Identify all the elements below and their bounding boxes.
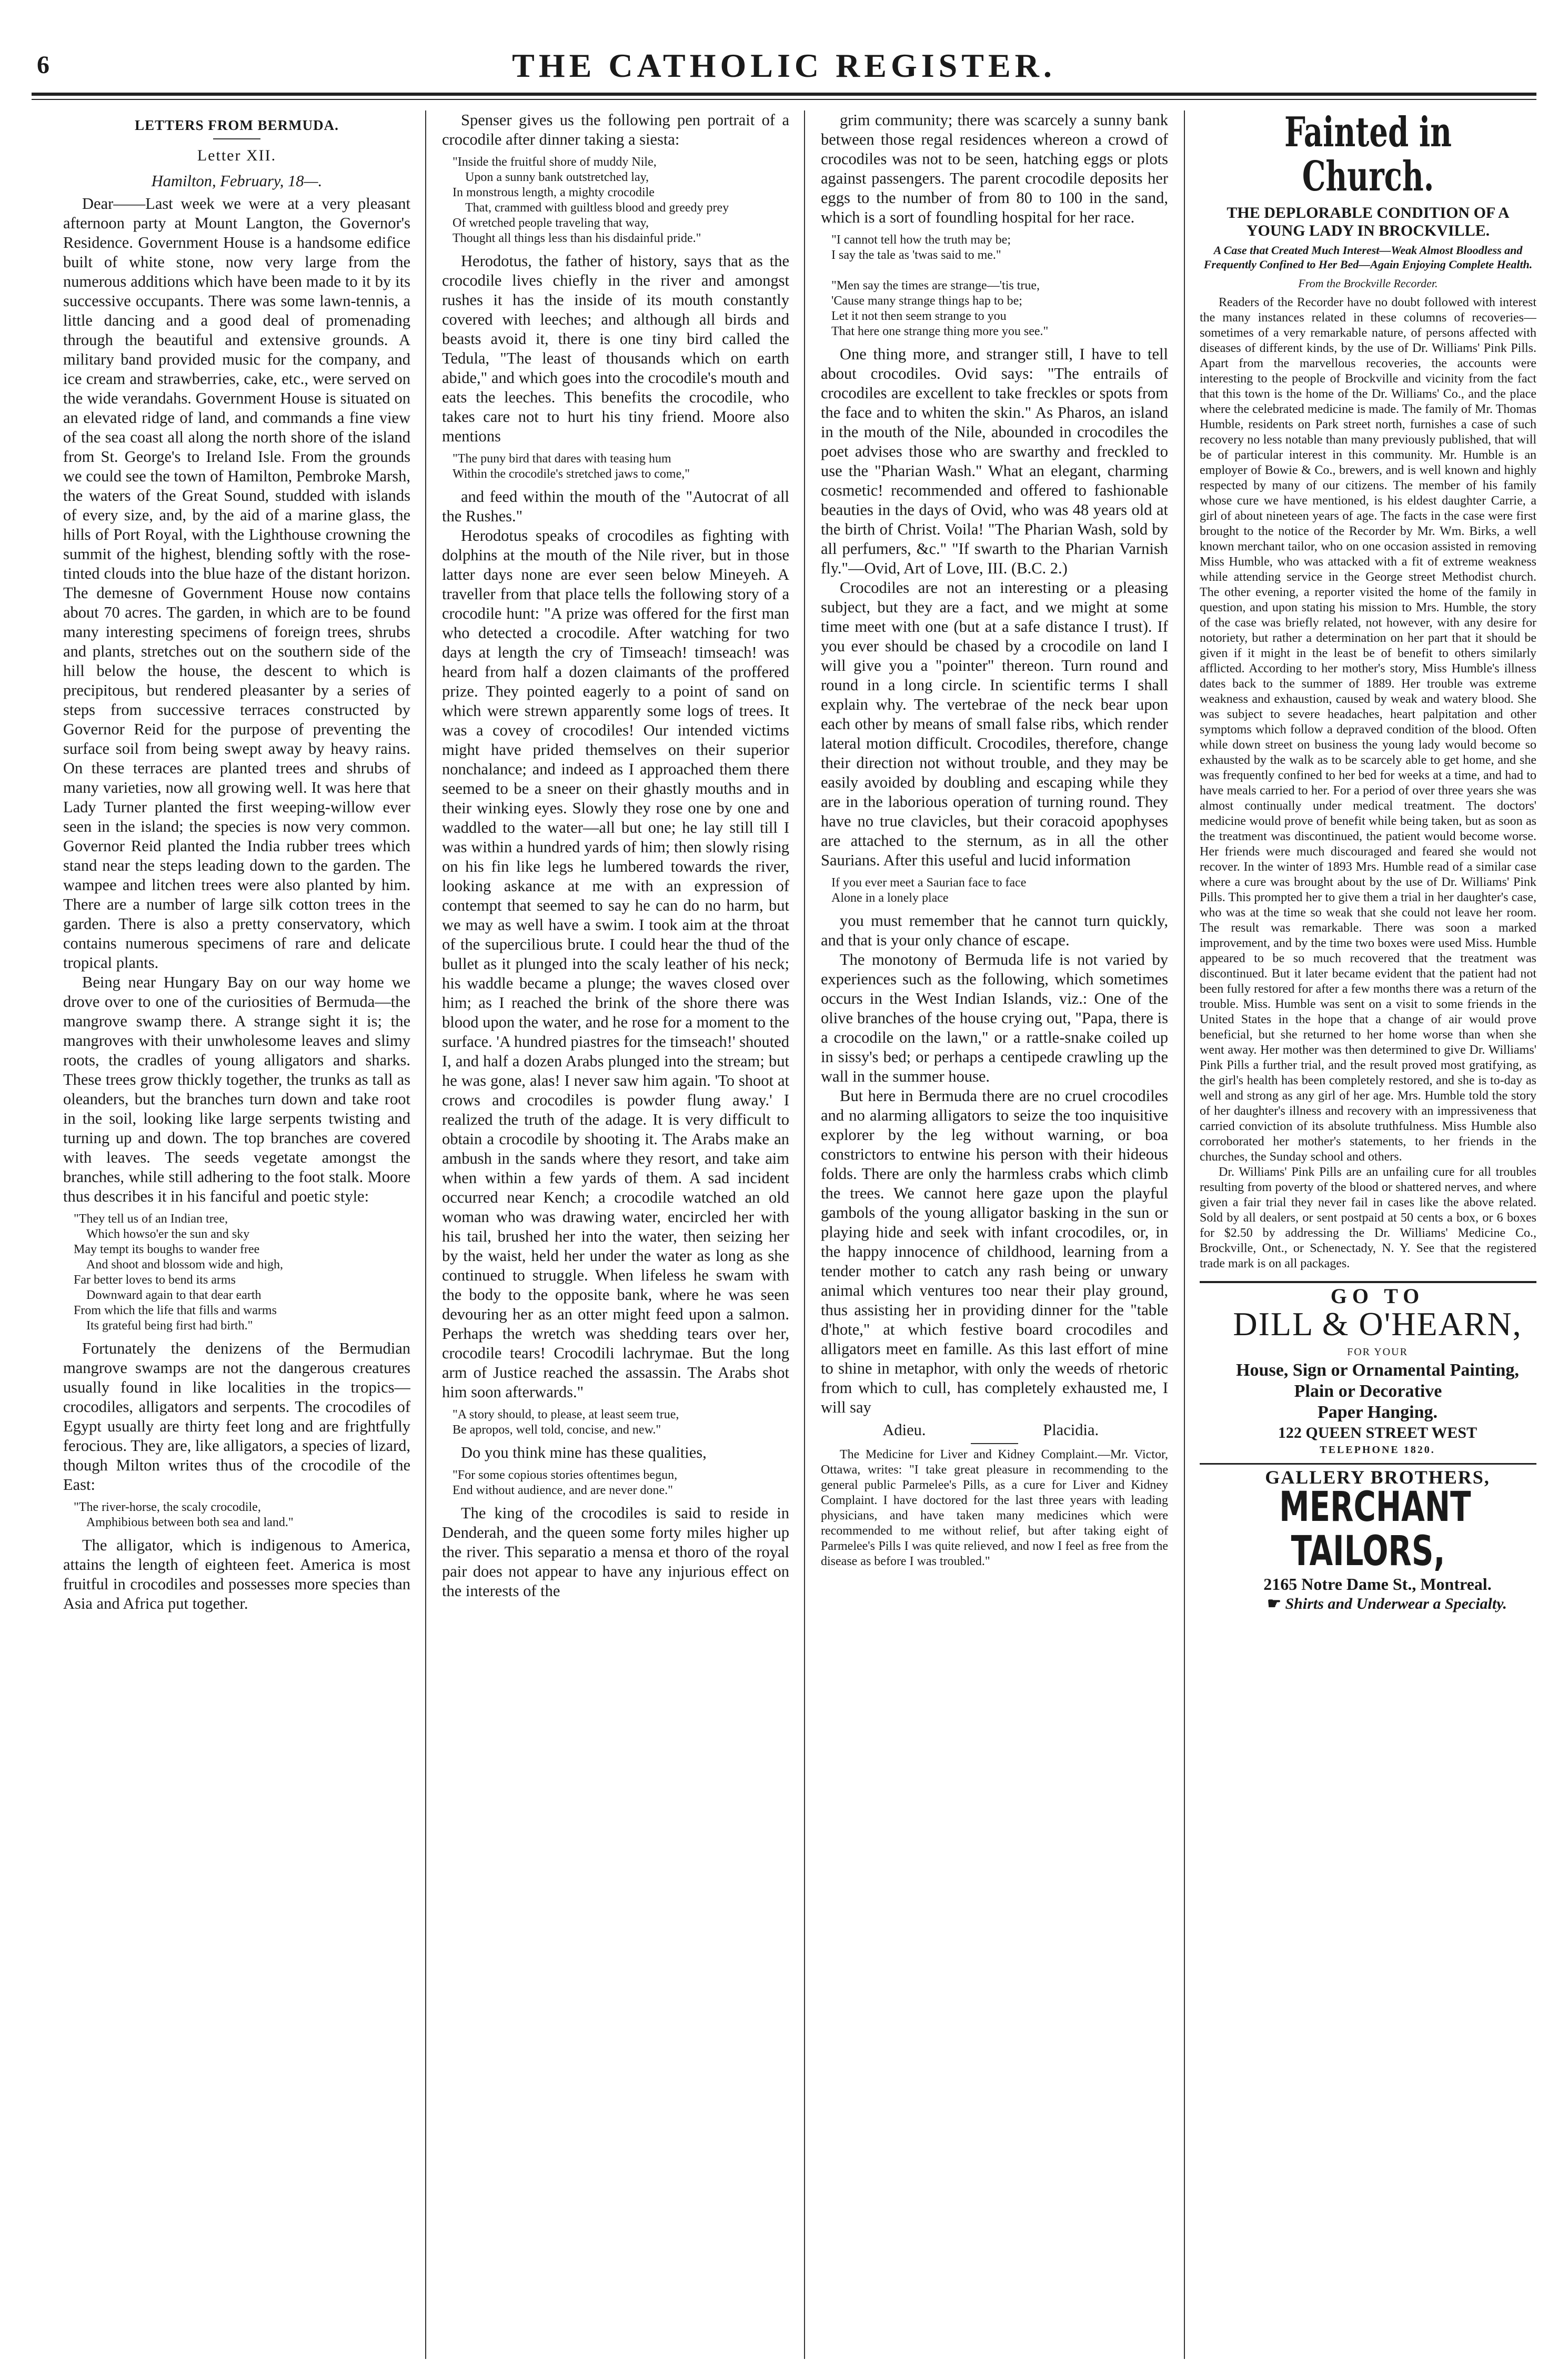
letter-body-1: [63, 194, 410, 1206]
ad-specialty-line: [1200, 1596, 1536, 1611]
fainted-deck: A Case that Created Much Interest—Weak Almost Bloodless and Frequently Confined to Her Bed—Again Enjoying Complete Health.: [1203, 244, 1533, 271]
letter-body-2: [63, 1339, 410, 1495]
column-divider: [804, 110, 805, 2359]
verse-line: Let it not then seem strange to you: [831, 309, 1007, 323]
letter-body-11: [821, 911, 1168, 1417]
letter-signature: Placidia.: [1043, 1421, 1099, 1439]
verse-saurian: [831, 875, 1168, 906]
paragraph: The monotony of Bermuda life is not varied by experiences such as the following, which sometimes occurs in the West Indian Islands, viz.: One of the olive branches of the house crying out, "Papa, there is a crocodile on the lawn," or a rattle-snake coiled up in sissy's bed; or perhaps a centipede crawling up the wall in the summer house.: [821, 951, 1168, 1085]
paragraph: Readers of the Recorder have no doubt followed with interest the many instances related in these columns of recoveries—sometimes of a very remarkable nature, of persons affected with diseases of different kinds, by the use of Dr. Williams' Pink Pills. Apart from the marvellous recoveries, the accounts were interesting to the people of Brockville and vicinity from the fact that this town is the home of the Dr. Williams' Co., and the place where the celebrated medicine is made. The family of Mr. Thomas Humble, residents on Park street north, furnishes a case of such recovery no less notable than many previously published, that will be of particular interest in this community. Mr. Humble is an employer of Bowie & Co., brewers, and is well known and highly respected by many of our citizens. The member of his family whose cure we have mentioned, is his eldest daughter Carrie, a girl of about nineteen years of age. The facts in the case were first brought to the notice of the Recorder by Mr. Wm. Birks, a well known merchant tailor, who on one occasion assisted in removing Miss Humble, who was attacked with a fit of extreme weakness while attending service in the George street Methodist church. The other evening, a reporter visited the home of the family in question, and upon stating his mission to Mrs. Humble, the story of the case was briefly related, not however, with any desire for notoriety, but rather a determination on her part that it should be given if it might in the least be of benefit to others similarly afflicted. According to her mother's story, Miss Humble's illness dates back to the summer of 1889. Her trouble was extreme weakness and exhaustion, caused by weak and watery blood. She was subject to severe headaches, heart palpitation and other symptoms which follow a depraved condition of the blood. Often while down street on business the young lady would become so exhausted by the walk as to be scarcely able to get home, and she was frequently confined to her bed for weeks at a time, and had to have meals carried to her. For a period of over three years she was almost continually under medical treatment. The doctors' medicine would prove of benefit while being taken, but as soon as the treatment was discontinued, the patient would become worse. Her friends were much discouraged and feared she would not recover. In the winter of 1893 Mrs. Humble read of a similar case where a cure was brought about by the use of Dr. Williams' Pink Pills. This prompted her to give them a trial in her daughter's case, who was at the time so weak that she could not leave her room. The result was remarkable. There was soon a marked improvement, and by the time two boxes were used Miss. Humble appeared to be so much recovered that the treatment was discontinued. But it later became evident that the patient had not been fully restored for after a few months there was a return of the trouble. Miss. Humble was sent on a visit to some friends in the United States in the hope that a change of air would prove beneficial, but she returned to her home worse than when she went away. Her mother was then determined to give Dr. Williams' Pink Pills a further trial, and the result proved most gratifying, as the girl's health has been completely restored, and she is to-day as well and strong as any girl of her age. Mrs. Humble told the story of her daughter's illness and recovery with an impressiveness that carried conviction of its absolute truthfulness. Miss Humble also corroborated her mother's statements, to her friends in the churches, the Sunday school and others.: [1200, 296, 1536, 1164]
letter-signoff: [821, 1420, 1168, 1440]
fainted-subhead: THE DEPLORABLE CONDITION OF A YOUNG LADY IN BROCKVILLE.: [1227, 204, 1510, 239]
verse-line: "Men say the times are strange—'tis true,: [831, 279, 1040, 293]
letter-body-7: [442, 1443, 789, 1463]
column-2: [442, 110, 789, 2364]
verse-line: Upon a sunny bank outstretched lay,: [453, 170, 649, 184]
paragraph: Dear——Last week we were at a very pleasant afternoon party at Mount Langton, the Governor's Residence. Government House is a handsome edifice built of white stone, now very large from the numerous additions which have been made to it by its successive occupants. There was some lawn-tennis, a little dancing and a good deal of promenading through the beautiful and extensive grounds. A military band provided music for the company, and ice cream and strawberries, cake, etc., were served on the wide verandahs. Government House is situated on an elevated ridge of land, and commands a fine view of the sea coast all along the north shore of the island from St. George's to Ireland Isle. From the grounds we could see the town of Hamilton, Pembroke Marsh, the waters of the Great Sound, studded with islands of every size, and, by the aid of a marine glass, the hills of Port Royal, with the Lighthouse crowning the summit of the highest, blending softly with the rose-tinted clouds into the blue haze of the distant horizon. The demesne of Government House now contains about 70 acres. The garden, in which are to be found many interesting specimens of foreign trees, shrubs and plants, stretches out on the southern side of the hill below the house, the descent to which is precipitous, but rendered pleasanter by a series of steps from successive terraces constructed by Governor Reid for the purpose of preventing the surface soil from being swept away by heavy rains. On these terraces are planted trees and shrubs of many varieties, now all growing well. It was here that Lady Turner planted the first weeping-willow ever seen in the island; the species is now very common. Governor Reid planted the India rubber trees which stand near the steps leading down to the garden. The wampee and litchen trees were also planted by him. There are a number of large silk cotton trees in the garden. There is also a pretty conservatory, which contains numerous specimens of rare and delicate tropical plants.: [63, 195, 410, 972]
verse-line: Amphibious between both sea and land.": [74, 1516, 294, 1529]
verse-line: End without audience, and are never done.": [453, 1484, 673, 1497]
letter-closing: Adieu.: [882, 1421, 926, 1439]
paragraph: and feed within the mouth of the "Autocrat of all the Rushes.": [442, 488, 789, 525]
verse-line: That, crammed with guiltless blood and greedy prey: [453, 201, 729, 215]
ad-merchant-tailors: MERCHANT TAILORS,: [1279, 1484, 1471, 1575]
ad-gallery-name: GALLERY BROTHERS,: [1265, 1467, 1490, 1488]
column-3: [821, 110, 1168, 2364]
letter-body-4: [442, 110, 789, 149]
masthead-rule: [32, 93, 1536, 96]
section-rule: [971, 1443, 1018, 1444]
heading-rule: [213, 138, 260, 139]
verse-line: Within the crocodile's stretched jaws to come,": [453, 467, 690, 481]
paragraph: you must remember that he cannot turn quickly, and that is your only chance of escape.: [821, 912, 1168, 949]
verse-line: Be apropos, well told, concise, and new.": [453, 1423, 661, 1437]
letter-body-8: [442, 1504, 789, 1601]
verse-line: "They tell us of an Indian tree,: [74, 1212, 228, 1226]
fainted-body: [1200, 295, 1536, 1272]
verse-line: Downward again to that dear earth: [74, 1288, 262, 1302]
verse-line: Thought all things less than his disdainful pride.": [453, 231, 701, 245]
verse-line: From which the life that fills and warms: [74, 1304, 277, 1317]
verse-line: "Inside the fruitful shore of muddy Nile,: [453, 155, 657, 169]
fainted-headline: Fainted in Church.: [1284, 110, 1452, 200]
paragraph: Being near Hungary Bay on our way home we drove over to one of the curiosities of Bermuda—the mangrove swamp there. A strange sight it is; the mangroves with their unwholesome leaves and slimy roots, the cradles of young alligators and sharks. These trees grow thickly together, the trunks as tall as oleanders, but the branches turn down and take root in the soil, looking like large serpents twisting and turning up and down. The top branches are covered with leaves. The seeds vegetate amongst the branches, while still adhering to the foot stalk. Moore thus describes it in his fanciful and poetic style:: [63, 973, 410, 1205]
paragraph: Crocodiles are not an interesting or a pleasing subject, but they are a fact, and we might at some time meet with one (but at a safe distance I trust). If you ever should be chased by a crocodile on land I will give you a "pointer" thereon. Turn round and round in a long circle. In scientific terms I shall explain why. The vertebrae of the neck bear upon each other by means of small false ribs, which render lateral motion difficult. Crocodiles, therefore, change their direction not without trouble, and they may be easily avoided by doubling and escaping while they are in the laborious operation of turning round. They have no true clavicles, but their coracoid apophyses are attached to the sternum, as in all the other Saurians. After this useful and lucid information: [821, 579, 1168, 869]
masthead-title: THE CATHOLIC REGISTER.: [512, 47, 1056, 84]
verse-line: May tempt its boughs to wander free: [74, 1243, 260, 1256]
letter-body-3: [63, 1536, 410, 1613]
paragraph: One thing more, and stranger still, I have to tell about crocodiles. Ovid says: "The entrails of crocodiles are excellent to take freckles or spots from the face and to whiten the skin." As Pharos, an island in the mouth of the Nile, abounded in crocodiles the poet advises those who are swarthy and freckled to use the "Pharian Wash." What an elegant, charming cosmetic! recommended and offered to fashionable beauties in the days of Ovid, who was 48 years old at the birth of Christ. Voila! "The Pharian Wash, sold by all perfumers, &c." "If swarth to the Pharian Varnish fly."—Ovid, Art of Love, III. (B.C. 2.): [821, 345, 1168, 577]
paragraph: Dr. Williams' Pink Pills are an unfailing cure for all troubles resulting from poverty of the blood or shattered nerves, and where given a fair trial they never fail in cases like the above related. Sold by all dealers, or sent postpaid at 50 cents a box, or 6 boxes for $2.50 by addressing the Dr. Williams' Medicine Co., Brockville, Ont., or Schenectady, N. Y. See that the registered trade mark is on all packages.: [1200, 1165, 1536, 1270]
verse-line: "For some copious stories oftentimes begun,: [453, 1468, 678, 1482]
verse-line: "I cannot tell how the truth may be;: [831, 233, 1011, 247]
masthead-rule-thin: [32, 99, 1536, 100]
verse-line: Which howso'er the sun and sky: [74, 1227, 250, 1241]
verse-strange-times: [831, 233, 1168, 339]
verse-line: Far better loves to bend its arms: [74, 1273, 236, 1287]
ad-go-to: GO TO: [1330, 1284, 1425, 1308]
verse-story: [453, 1407, 789, 1438]
verse-line: [831, 263, 1168, 278]
verse-copious-stories: [453, 1468, 789, 1498]
verse-line: I say the tale as 'twas said to me.": [831, 248, 1001, 262]
verse-line: That here one strange thing more you see.": [831, 325, 1049, 338]
verse-line: In monstrous length, a mighty crocodile: [453, 186, 655, 199]
letter-body-6: [442, 487, 789, 1402]
paragraph: Spenser gives us the following pen portrait of a crocodile after dinner taking a siesta:: [442, 111, 789, 148]
letter-body-9: [821, 110, 1168, 227]
column-4: [1200, 110, 1536, 2364]
verse-line: If you ever meet a Saurian face to face: [831, 876, 1027, 890]
letter-heading: LETTERS FROM BERMUDA.: [135, 117, 339, 133]
ad-specialty: Shirts and Underwear a Specialty.: [1285, 1595, 1507, 1612]
verse-line: "A story should, to please, at least seem true,: [453, 1408, 679, 1421]
ad-firm-name: DILL & O'HEARN,: [1233, 1305, 1522, 1343]
paragraph: Fortunately the denizens of the Bermudian mangrove swamps are not the dangerous creatures usually found in like localities in the tropics—crocodiles, alligators and serpents. The crocodiles of Egypt usually are thirty feet long and are frightfully ferocious. They are, like alligators, a species of lizard, though Milton writes thus of the crocodile of the East:: [63, 1339, 410, 1494]
paragraph: The king of the crocodiles is said to reside in Denderah, and the queen some forty miles higher up the river. This separatio a mensa et thoro of the royal pair does not appear to have any injurious effect on the interests of the: [442, 1504, 789, 1600]
paragraph: Do you think mine has these qualities,: [461, 1444, 707, 1461]
letter-body-10: [821, 345, 1168, 870]
pointing-hand-icon: ☛: [1267, 1595, 1281, 1612]
letter-dateline: Hamilton, February, 18—.: [151, 172, 323, 190]
column-divider: [425, 110, 426, 2359]
paragraph: Herodotus, the father of history, says that as the crocodile lives chiefly in the river and amongst rushes it has the inside of its mouth constantly covered with leeches; and although all birds and beasts avoid it, there is one tiny bird called the Tedula, "The least of thousands which on earth abide," and which goes into the crocodile's mouth and eats the leeches. This benefits the crocodile, who takes care not to hurt his tiny friend. Moore also mentions: [442, 252, 789, 445]
column-divider: [1184, 110, 1185, 2359]
medicine-notice: The Medicine for Liver and Kidney Complaint.—Mr. Victor, Ottawa, writes: "I take great pleasure in recommending to the general public Parmelee's Pills, as a cure for Liver and Kidney Complaint. I have doctored for the last three years with leading physicians, and have taken many medicines which were recommended to me without relief, but after taking eight of Parmelee's Pills I was quite relieved, and now I feel as free from the disease as before I was troubled.": [821, 1448, 1168, 1568]
verse-line: And shoot and blossom wide and high,: [74, 1258, 283, 1272]
ad-paper-hanging: Paper Hanging.: [1318, 1403, 1438, 1422]
column-1: [63, 110, 410, 2364]
verse-line: Its grateful being first had birth.": [74, 1319, 253, 1333]
paragraph: grim community; there was scarcely a sunny bank between those regal residences whereon a crowd of crocodiles was not to be seen, hatching eggs or plots against passengers. The parent crocodile deposits her eggs to the number of from 80 to 100 in the sand, which is a sort of foundling hospital for her race.: [821, 111, 1168, 226]
page-number: 6: [37, 51, 49, 79]
verse-line: Of wretched people traveling that way,: [453, 216, 649, 230]
letter-body-5: [442, 251, 789, 446]
verse-line: Alone in a lonely place: [831, 891, 949, 905]
verse-milton: [74, 1500, 410, 1530]
ad-address: 122 QUEEN STREET WEST: [1278, 1424, 1477, 1441]
verse-moore-indian-tree: [74, 1212, 410, 1334]
fainted-credit: From the Brockville Recorder.: [1298, 277, 1438, 290]
verse-spenser: [453, 155, 789, 246]
ad-rule: [1200, 1463, 1536, 1465]
paragraph: Herodotus speaks of crocodiles as fighting with dolphins at the mouth of the Nile river, but in those latter days none are ever seen below Mineyeh. A traveller from that place tells the following story of a crocodile hunt: "A prize was offered for the first man who detected a crocodile. After watching for two days at length the cry of Timseach! timseach! was heard from half a dozen claimants of the proffered prize. They pointed eagerly to a point of sand on which were strewn apparently some logs of trees. It was a covey of crocodiles! Our intended victims might have prided themselves on their superior nonchalance; and indeed as I approached them there seemed to be a sneer on their ghastly mouths and in their winking eyes. Slowly they rose one by one and waddled to the water—all but one; he lay still till I was within a hundred yards of him; then slowly rising on his fin like legs he lumbered towards the river, looking askance at me with an expression of contempt that seemed to say he can do no harm, but we may as well have a swim. I took aim at the throat of the supercilious brute. I could hear the thud of the bullet as it plunged into the scaly leather of his neck; his waddle became a plunge; the waves closed over him; as I reached the brink of the shore there was blood upon the water, and he rose for a moment to the surface. 'A hundred piastres for the timseach!' shouted I, and half a dozen Arabs plunged into the stream; but he was gone, alas! I never saw him again. 'To shoot at crows and crocodiles is powder flung away.' I realized the truth of the adage. It is very difficult to obtain a crocodile by shooting it. The Arabs make an ambush in the sands where they resort, and take aim when within a few yards of them. A sad incident occurred near Kench; a crocodile watched an old woman who was drawing water, encircled her with his tail, brushed her into the water, then seizing her by the waist, held her under the water as long as she continued to struggle. When lifeless he swam with the body to the opposite bank, where he was seen devouring her as an otter might feed upon a salmon. Perhaps the wretch was shedding tears over her, crocodile tears! Crocodili lachrymae. But the long arm of Justice reached the assassin. The Arabs shot him soon afterwards.": [442, 527, 789, 1401]
verse-line: "The river-horse, the scaly crocodile,: [74, 1500, 261, 1514]
paragraph: The alligator, which is indigenous to America, attains the length of eighteen feet. America is most fruitful in crocodiles and possesses more species than Asia and Africa put together.: [63, 1536, 410, 1612]
verse-line: "The puny bird that dares with teasing hum: [453, 452, 671, 466]
letter-subheading: Letter XII.: [197, 147, 277, 164]
verse-line: 'Cause many strange things hap to be;: [831, 294, 1022, 308]
ad-dill-ohearn: [1200, 1281, 1536, 1611]
ad-gallery-address: 2165 Notre Dame St., Montreal.: [1263, 1575, 1492, 1594]
ad-telephone: TELEPHONE 1820.: [1320, 1444, 1435, 1456]
ad-services: House, Sign or Ornamental Painting, Plain or Decorative: [1236, 1360, 1519, 1401]
paragraph: But here in Bermuda there are no cruel crocodiles and no alarming alligators to seize the too inquisitive explorer by the leg without warning, or boa constrictors to entwine his person with their hideous folds. There are only the harmless crabs which climb the trees. We cannot here gaze upon the playful gambols of the young alligator basking in the sun or playing hide and seek with infant crocodiles, or, in the happy innocence of childhood, learning from a tender mother to catch any rash being or unwary animal which ventures too near their play ground, thus assisting her in providing dinner for the "table d'hote," at which festive board crocodiles and alligators meet en famille. As this last effort of mine to shine in metaphor, with only the weeds of rhetoric from which to cull, has completely exhausted me, I will say: [821, 1087, 1168, 1416]
ad-for-your: FOR YOUR: [1347, 1346, 1408, 1358]
verse-moore-puny-bird: [453, 451, 789, 482]
